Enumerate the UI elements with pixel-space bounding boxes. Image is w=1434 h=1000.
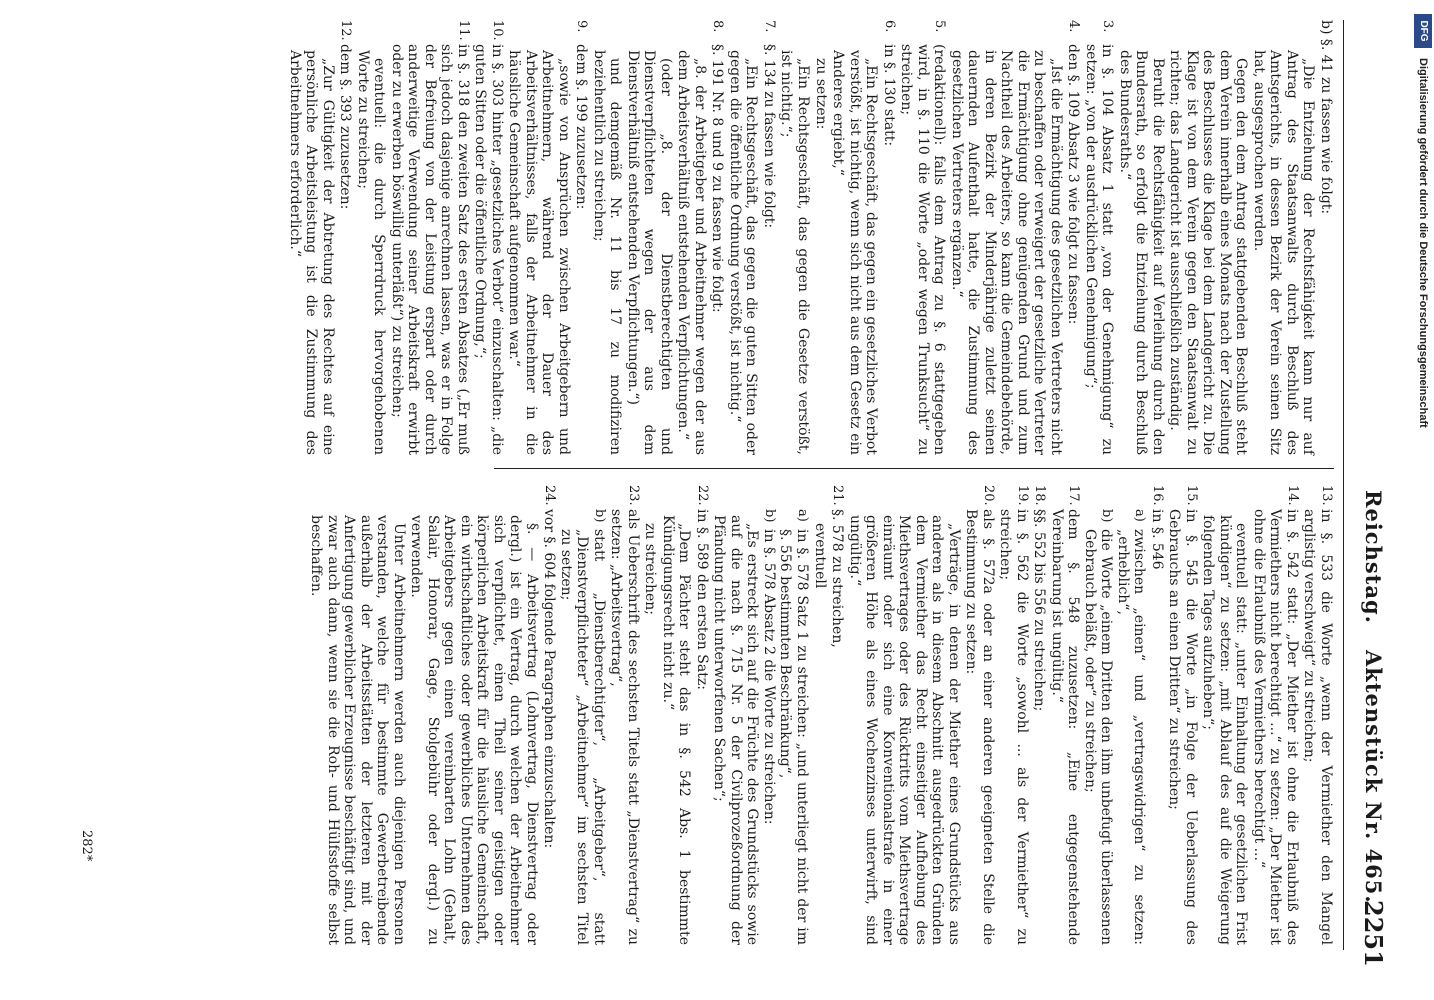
quote: „Ein Rechtsgeschäft, das gegen die Gesetze verstößt, ist nichtig.“; — [778, 50, 812, 455]
sub-item: a) in §. 578 Satz 1 zu streichen: „und unterliegt nicht der im §. 556 bestimmten Beschränkung“, — [777, 509, 811, 945]
dfg-credit: Digitalisierung gefördert durch die Deutsche Forschungsgemeinschaft — [1417, 58, 1429, 428]
header-page-number: 2251 — [1359, 900, 1388, 967]
list-item: 17. dem §. 548 zuzusetzen: „Eine entgegenstehende Vereinbarung ist ungültig.“ — [1048, 485, 1082, 945]
column-divider — [494, 468, 1334, 469]
quote: „8. der Arbeitgeber und Arbeitnehmer wegen der aus dem Arbeitsverhältniß entstehenden Verpflichtungen.“ — [675, 50, 708, 455]
header-rule — [1343, 20, 1344, 950]
list-item: 8. §. 191 Nr. 8 und 9 zu fassen wie folgt: — [709, 20, 726, 313]
quote: „Die Entziehung der Rechtsfähigkeit kann nur auf Antrag des Staatsanwalts durch Beschluß des Amtsgerichts, in dessen Bezirk der Verein seinen Sitz hat, ausgesprochen werden. — [1250, 50, 1317, 455]
right-column — [308, 485, 1334, 945]
header-reichstag: Reichstag. — [1361, 490, 1386, 624]
list-item: 12. dem §. 393 zuzusetzen: — [337, 20, 354, 210]
quote: „Ein Rechtsgeschäft, das gegen ein gesetzliches Verbot verstößt, ist nichtig, wenn sich nicht aus dem Gesetz ein Anderes ergiebt,“ — [830, 50, 880, 455]
quote: „Ist die Ermächtigung des gesetzlichen Vertreters nicht zu beschaffen oder verweigert der gesetzliche Vertreter die Ermächtigung ohne genügenden Grund und zum Nachtheil des Arbeiters, so kann die Gemeindebehörde, in deren Bezirk der Minderjährige zuletzt seinen dauernden Aufenthalt hatte, die Zustimmung des gesetzlichen Vertreters ergänzen.“ — [948, 50, 1064, 455]
list-item: 19. in §. 562 die Worte „sowohl ... als der Vermiether“ zu streichen; — [997, 485, 1030, 945]
quote: §. — Arbeitsvertrag (Lohnvertrag, Dienstvertrag oder dergl.) ist ein Vertrag, durch welchen der Arbeitnehmer sich verpflichtet, einen Theil seiner geistigen oder körperlichen Arbeitskraft für die häusliche Gemeinschaft, ein wirthschaftliches oder gewerbliches Unternehmen des Arbeitgebers gegen einen vereinbarten Lohn (Gehalt, Salair, Honorar, Gage, Stolgebühr oder dergl.) zu verwenden. — [408, 515, 540, 945]
list-item: 13. in §. 533 die Worte „wenn der Vermiether den Mangel arglistig verschweigt“ zu streichen; — [1301, 485, 1334, 945]
sub-item: b) in §. 578 Absatz 2 die Worte zu streichen: — [760, 509, 777, 825]
quote: eventuell: die durch Sperrdruck hervorgehobenen Worte zu streichen; — [354, 50, 388, 455]
dfg-strip — [1410, 8, 1434, 998]
list-item: 20. als §. 572a oder an einer anderen geeigneten Stelle die Bestimmung zu setzen: — [963, 485, 996, 945]
sub-item: b) statt „Dienstberechtigter“, „Arbeitgeber“, statt „Dienstverpflichteter“ „Arbeitnehmer“ im sechsten Titel zu setzen; — [557, 509, 607, 945]
quote: „sowie von Ansprüchen zwischen Arbeitgebern und Arbeitnehmern, während der Dauer des Arbeitsverhältnisses, falls der Arbeitnehmer in die häusliche Gemeinschaft aufgenommen war.“ — [506, 50, 572, 455]
page-header — [1354, 0, 1394, 1000]
list-item: 16. in §. 546 — [1148, 485, 1165, 570]
quote-lead: zu setzen: — [812, 58, 829, 130]
quote: „Zur Gültigkeit der Abtretung des Rechtes auf eine persönliche Arbeitsleistung ist die Zustimmung des Arbeitnehmers erforderlich.“ — [286, 50, 336, 455]
list-item: 21. §. 578 zu streichen, — [829, 485, 846, 648]
quote: (oder „8. der Dienstberechtigten und Dienstverpflichteten wegen der aus dem Dienstverhältniß entstehenden Verpflichtungen.“) — [624, 50, 674, 455]
quote: „Ein Rechtsgeschäft, das gegen die guten Sitten oder gegen die öffentliche Ordnung verstößt, ist nichtig.“ — [726, 50, 760, 455]
list-item: b) §. 41 zu fassen wie folgt: — [1318, 20, 1334, 215]
quote-lead: eventuell — [811, 523, 828, 589]
left-column — [286, 20, 1334, 455]
quote: Gegen den dem Antrag stattgebenden Beschluß steht dem Verein innerhalb eines Monats nach der Zustellung des Beschlusses die Klage bei dem Landgericht zu. Die Klage ist von dem Verein gegen den Staatsanwalt zu richten; das Landgericht ist ausschließlich zuständig. — [1167, 50, 1250, 455]
quote: Beruht die Rechtsfähigkeit auf Verleihung durch den Bundesrath, so erfolgt die Entziehung durch Beschluß des Bundesraths.“ — [1116, 50, 1166, 455]
list-item: 4. den §. 109 Absatz 3 wie folgt zu fassen: — [1065, 20, 1082, 325]
list-item: 18. §§. 552 bis 556 zu streichen; — [1031, 485, 1048, 712]
list-item: 22. in §. 589 den ersten Satz: — [693, 485, 710, 690]
list-item: 6. in §. 130 statt: — [880, 20, 897, 147]
dfg-logo-icon: DFG — [1414, 14, 1432, 48]
list-item: 15. in §. 545 die Worte „in Folge der Ueberlassung des Gebrauchs an einen Dritten“ zu streichen; — [1166, 485, 1199, 945]
quote: „Es erstreckt sich auf die Früchte des Grundstücks sowie auf die nach §. 715 Nr. 5 der Civilprozeßordnung der Pfändung nicht unterworfenen Sachen“; — [711, 515, 761, 945]
list-item: 23. als Ueberschrift des sechsten Titels statt „Dienstvertrag“ zu setzen: „Arbeitsvertrag“, — [608, 485, 641, 945]
quote: und demgemäß Nr. 11 bis 17 zu modifiziren beziehentlich zu streichen; — [590, 50, 624, 455]
header-aktenstueck: Aktenstück Nr. 465. — [1361, 650, 1386, 904]
sub-item: a) zwischen „einen“ und „vertragswidrigen“ zu setzen: „erheblich“, — [1114, 509, 1148, 945]
list-item: 7. §. 134 zu fassen wie folgt: — [760, 20, 777, 229]
list-item: 14. in §. 542 statt: „Der Miether ist ohne die Erlaubniß des Vermiethers nicht berechtigt ...“ zu setzen: „Der Miether ist ohne die Erlaubniß des Vermiethers berechtigt ...“ — [1250, 485, 1300, 945]
quote: eventuell statt: „unter Einhaltung der gesetzlichen Frist kündigen“ zu setzen: „mit Ablauf des auf die Weigerung folgenden Tages aufzuheben“; — [1200, 515, 1250, 945]
list-item: 9. dem §. 199 zuzusetzen: — [573, 20, 590, 210]
quote: „Verträge, in denen der Miether eines Grundstücks aus anderen als in diesem Abschnitt ausgedrückten Gründen dem Vermiether das Recht einseitiger Aufhebung des Miethsvertrages oder des Rücktritts vom Miethsvertrage einräumt oder sich eine Konventionalstrafe in einer größeren Höhe als eines Wochenzinses unterwirft, sind ungültig.“ — [846, 515, 962, 945]
list-item: 3. in §. 104 Absatz 1 statt „von der Genehmigung“ zu setzen: „von der ausdrücklichen Genehmigung“; — [1082, 20, 1116, 455]
list-item: 24. vor §. 604 folgende Paragraphen einzuschalten: — [541, 485, 558, 849]
quote: „Dem Pächter steht das in §. 542 Abs. 1 bestimmte Kündigungsrecht nicht zu.“ — [659, 515, 693, 945]
list-item: 10. in §. 303 hinter „gesetzliches Verbot“ einzuschalten: „die guten Sitten oder die öffentliche Ordnung,“; — [472, 20, 505, 455]
list-item: 11. in §. 318 den zweiten Satz des ersten Absatzes („Er muß sich jedoch dasjenige anrechnen lassen, was er in Folge der Befreiung von der Leistung erspart oder durch anderweitige Verwendung seiner Arbeitskraft erwirbt oder zu erwerben böswillig unterläßt“) zu streichen; — [388, 20, 471, 455]
page-mark: 282* — [79, 830, 94, 862]
quote: zu streichen; — [642, 523, 659, 615]
sub-item: b) die Worte „einem Dritten den ihm unbefugt überlassenen Gebrauch beläßt, oder“ zu streichen; — [1081, 509, 1115, 945]
quote: Unter Arbeitnehmern werden auch diejenigen Personen verstanden, welche für bestimmte Gewerbetreibende außerhalb der Arbeitsstätten der letzteren mit der Anfertigung gewerblicher Erzeugnisse beschäftigt sind, und zwar auch dann, wenn sie die Roh- und Hülfsstoffe selbst beschaffen. — [308, 515, 407, 945]
list-item: 5. (redaktionell): falls dem Antrag zu §. 6 stattgegeben wird, in §. 110 die Worte „oder wegen Trunksucht“ zu streichen; — [898, 20, 948, 455]
